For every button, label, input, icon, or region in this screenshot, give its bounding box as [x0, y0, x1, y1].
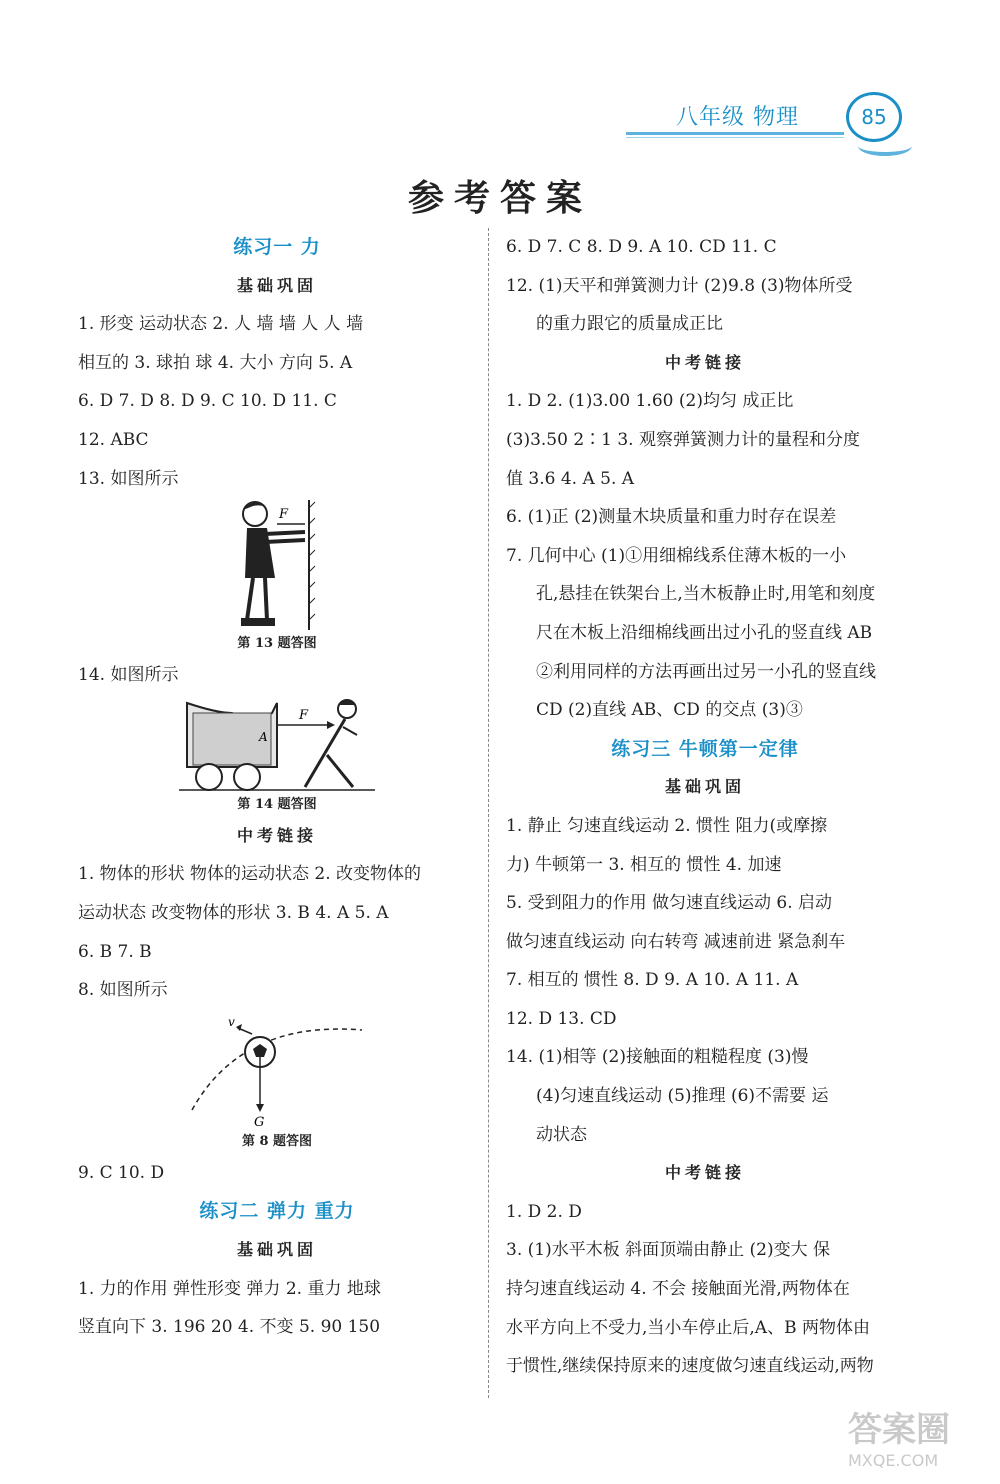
figure-8-ball-trajectory [182, 1010, 372, 1130]
answer-line: 6. (1)正 (2)测量木块质量和重力时存在误差 [506, 507, 837, 528]
page-number: 85 [846, 92, 902, 142]
answer-line: 12. ABC [78, 429, 149, 450]
left-column [78, 228, 476, 1347]
section-title-2: 练习二 弹力 重力 [199, 1200, 355, 1223]
section-title-3: 练习三 牛顿第一定律 [611, 737, 799, 760]
right-column [506, 228, 904, 1386]
answer-line: 1. D 2. D [506, 1201, 582, 1222]
figure-caption: 第 14 题答图 [237, 796, 317, 812]
answer-line: 动状态 [536, 1124, 587, 1145]
figure-caption: 第 13 题答图 [237, 636, 317, 652]
figure-13-person-pushing-wall [217, 498, 337, 632]
answer-line: 7. 相互的 惯性 8. D 9. A 10. A 11. A [506, 970, 799, 991]
subsection-title: 基础巩固 [236, 275, 317, 295]
subsection-title: 基础巩固 [664, 777, 745, 797]
point-label: A [259, 729, 268, 744]
answer-line: (3)3.50 2∶1 3. 观察弹簧测力计的量程和分度 [506, 429, 860, 450]
answer-line: 1. 形变 运动状态 2. 人 墙 墙 人 人 墙 [78, 314, 364, 335]
page-header [620, 92, 920, 162]
answer-line: 14. (1)相等 (2)接触面的粗糙程度 (3)慢 [506, 1047, 809, 1068]
figure-14-cart-pulled [177, 695, 377, 793]
answer-line: 12. (1)天平和弹簧测力计 (2)9.8 (3)物体所受 [506, 275, 853, 296]
column-divider [488, 228, 489, 1398]
force-label: F [279, 507, 289, 523]
answer-line: 尺在木板上沿细棉线画出过小孔的竖直线 AB [536, 622, 873, 643]
subsection-title: 中考链接 [664, 1163, 745, 1183]
answer-line: 运动状态 改变物体的形状 3. B 4. A 5. A [78, 902, 389, 923]
page-title: 参考答案 [407, 178, 592, 219]
answer-line: 3. (1)水平木板 斜面顶端由静止 (2)变大 保 [506, 1240, 830, 1261]
watermark-url: MXQE.COM [848, 1451, 939, 1470]
header-grade-subject: 八年级 物理 [676, 105, 799, 130]
answer-line: 6. D 7. D 8. D 9. C 10. D 11. C [78, 391, 337, 412]
answer-line: 7. 几何中心 (1)①用细棉线系住薄木板的一小 [506, 545, 847, 566]
answer-line: 12. D 13. CD [506, 1008, 617, 1029]
answer-line: 相互的 3. 球拍 球 4. 大小 方向 5. A [78, 352, 353, 373]
answer-line: (4)匀速直线运动 (5)推理 (6)不需要 运 [536, 1086, 829, 1107]
answer-line: 1. D 2. (1)3.00 1.60 (2)均匀 成正比 [506, 391, 794, 412]
velocity-label: v [228, 1014, 235, 1029]
subsection-title: 中考链接 [664, 352, 745, 372]
answer-line: 于惯性,继续保持原来的速度做匀速直线运动,两物 [506, 1356, 874, 1377]
answer-line: 9. C 10. D [78, 1162, 165, 1183]
answer-line: 水平方向上不受力,当小车停止后,A、B 两物体由 [506, 1317, 870, 1338]
answer-line: 13. 如图所示 [78, 468, 179, 489]
section-title-1: 练习一 力 [233, 236, 321, 258]
gravity-label: G [254, 1114, 265, 1130]
answer-line: 1. 力的作用 弹性形变 弹力 2. 重力 地球 [78, 1278, 381, 1299]
header-rule-thin [626, 137, 844, 138]
answer-line: ②利用同样的方法再画出过另一小孔的竖直线 [536, 661, 876, 682]
answer-line: 孔,悬挂在铁架台上,当木板静止时,用笔和刻度 [536, 584, 876, 605]
force-label: F [299, 707, 309, 723]
answer-line: 8. 如图所示 [78, 980, 168, 1001]
watermark-text: 答案圈 [848, 1410, 950, 1450]
header-rule [626, 132, 844, 135]
answer-line: CD (2)直线 AB、CD 的交点 (3)③ [536, 700, 803, 721]
watermark-logo [848, 1402, 988, 1472]
answer-line: 1. 静止 匀速直线运动 2. 惯性 阻力(或摩擦 [506, 815, 828, 836]
answer-line: 1. 物体的形状 物体的运动状态 2. 改变物体的 [78, 864, 422, 885]
page-number-swoosh [858, 136, 912, 156]
subsection-title: 中考链接 [236, 825, 317, 845]
answer-line: 14. 如图所示 [78, 665, 179, 686]
answer-line: 做匀速直线运动 向右转弯 减速前进 紧急刹车 [506, 931, 846, 952]
answer-line: 值 3.6 4. A 5. A [506, 468, 635, 489]
answer-line: 6. D 7. C 8. D 9. A 10. CD 11. C [506, 237, 777, 257]
subsection-title: 基础巩固 [236, 1239, 317, 1259]
answer-line: 持匀速直线运动 4. 不会 接触面光滑,两物体在 [506, 1279, 850, 1300]
figure-caption: 第 8 题答图 [241, 1133, 313, 1149]
answer-line: 的重力跟它的质量成正比 [536, 314, 723, 335]
answer-line: 6. B 7. B [78, 941, 152, 962]
answer-line: 竖直向下 3. 196 20 4. 不变 5. 90 150 [78, 1317, 381, 1338]
answer-line: 力) 牛顿第一 3. 相互的 惯性 4. 加速 [506, 854, 782, 875]
answer-line: 5. 受到阻力的作用 做匀速直线运动 6. 启动 [506, 893, 833, 914]
